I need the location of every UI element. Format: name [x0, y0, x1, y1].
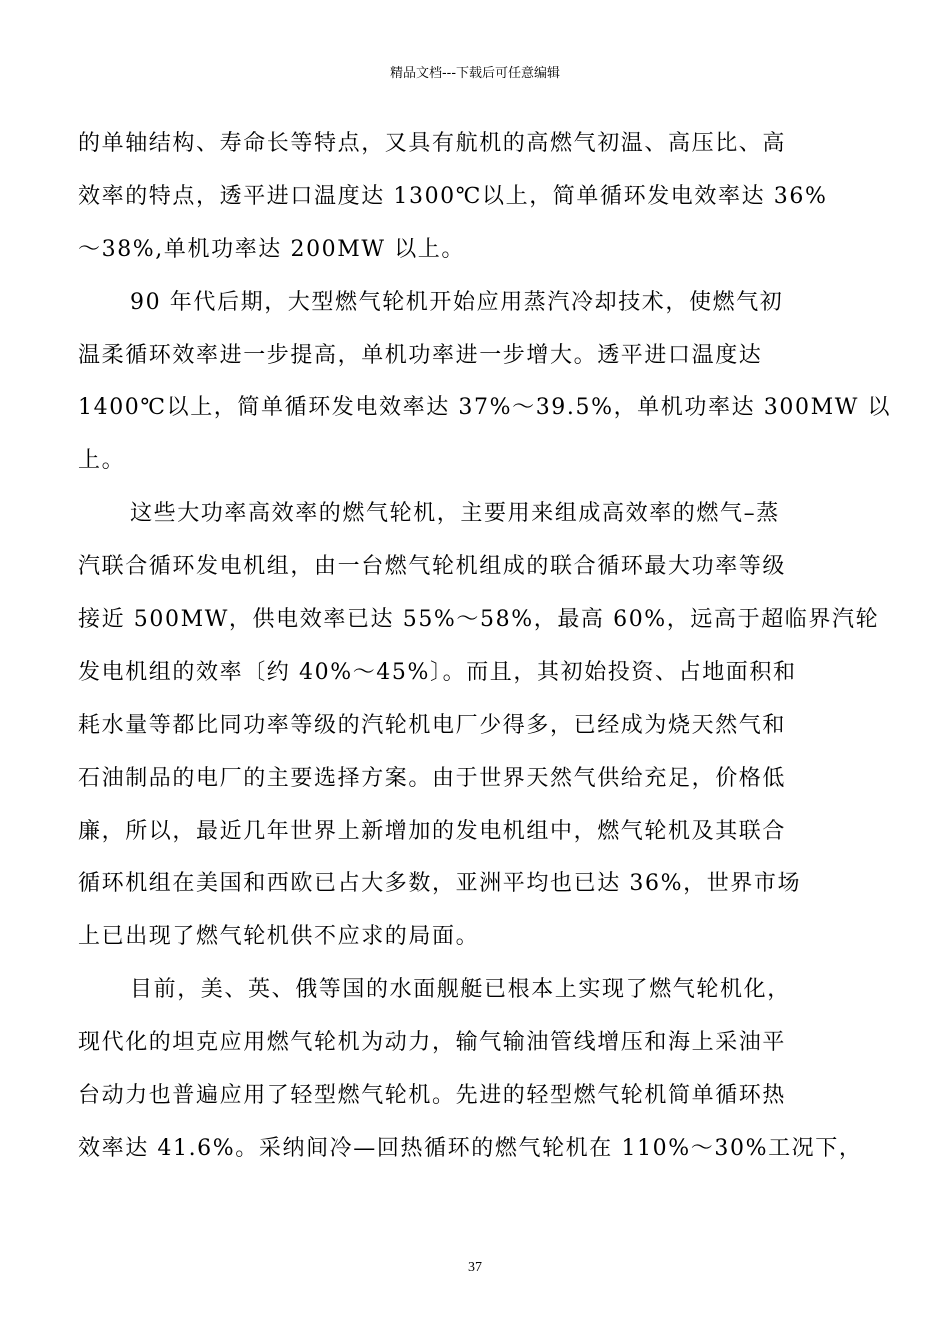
text-line: 接近 500MW，供电效率已达 55%～58%，最高 60%，远高于超临界汽轮	[78, 607, 880, 633]
text-line: 耗水量等都比同功率等级的汽轮机电厂少得多，已经成为烧天然气和	[78, 712, 787, 738]
text-line: 台动力也普遍应用了轻型燃气轮机。先进的轻型燃气轮机简单循环热	[78, 1083, 787, 1109]
text-line: 效率达 41.6%。采纳间冷—回热循环的燃气轮机在 110%～30%工况下，	[78, 1135, 863, 1161]
text-line: 汽联合循环发电机组，由一台燃气轮机组成的联合循环最大功率等级	[78, 554, 787, 580]
text-line: 效率的特点，透平进口温度达 1300℃以上，简单循环发电效率达 36%	[78, 183, 828, 209]
text-line: 1400℃以上，简单循环发电效率达 37%～39.5%，单机功率达 300MW 以	[78, 395, 892, 421]
text-line: 的单轴结构、寿命长等特点，又具有航机的高燃气初温、高压比、高	[78, 131, 787, 156]
text-line: 上已出现了燃气轮机供不应求的局面。	[78, 924, 480, 950]
text-line: 现代化的坦克应用燃气轮机为动力，输气输油管线增压和海上采油平	[78, 1030, 787, 1056]
text-line: ～38%,单机功率达 200MW 以上。	[78, 236, 466, 262]
page-number: 37	[468, 1260, 482, 1275]
body-text	[78, 118, 892, 1176]
paragraph-first-line: 目前，美、英、俄等国的水面舰艇已根本上实现了燃气轮机化，	[130, 977, 791, 1003]
text-line: 上。	[78, 448, 126, 474]
text-line: 廉，所以，最近几年世界上新增加的发电机组中，燃气轮机及其联合	[78, 818, 787, 844]
text-line: 发电机组的效率〔约 40%～45%〕。而且，其初始投资、占地面积和	[78, 659, 797, 685]
text-line: 循环机组在美国和西欧已占大多数，亚洲平均也已达 36%，世界市场	[78, 871, 802, 897]
paragraph-first-line: 这些大功率高效率的燃气轮机，主要用来组成高效率的燃气–蒸	[130, 501, 780, 527]
paragraph-first-line: 90 年代后期，大型燃气轮机开始应用蒸汽冷却技术，使燃气初	[130, 289, 784, 315]
text-line: 石油制品的电厂的主要选择方案。由于世界天然气供给充足，价格低	[78, 765, 787, 791]
page-header: 精品文档---下载后可任意编辑	[389, 66, 561, 81]
text-line: 温柔循环效率进一步提高，单机功率进一步增大。透平进口温度达	[78, 342, 763, 368]
